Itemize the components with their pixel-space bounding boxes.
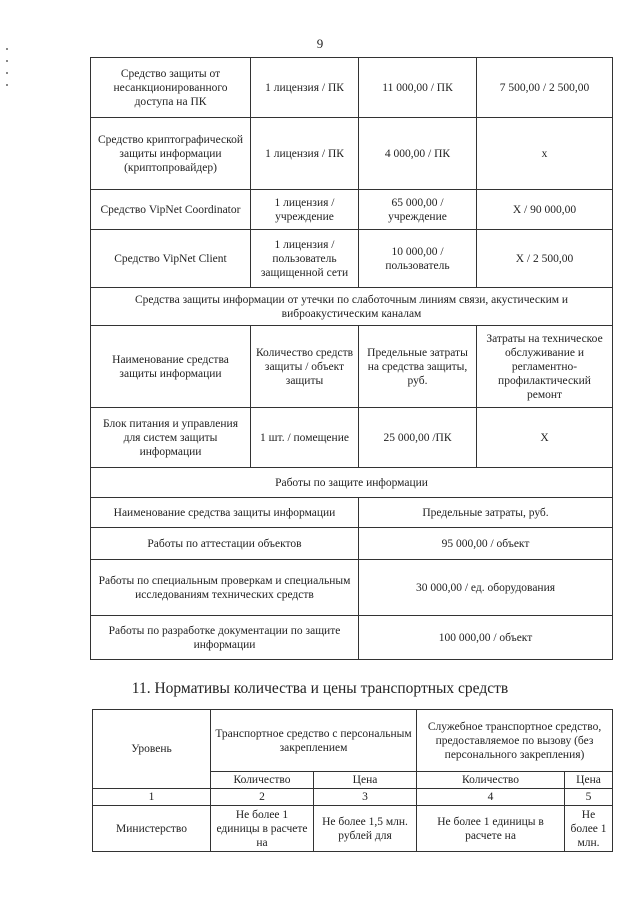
personal-quantity-cell: Не более 1 единицы в расчете на [211,806,314,852]
license-name: Средство VipNet Client [91,230,251,288]
work-cost: 30 000,00 / ед. оборудования [359,560,613,616]
column-number: 2 [211,789,314,806]
license-limit: 65 000,00 / учреждение [359,190,477,230]
works-section-title: Работы по защите информации [91,468,613,498]
leak-unit: 1 шт. / помещение [251,408,359,468]
protection-costs-table [90,57,613,660]
section-heading: 11. Нормативы количества и цены транспортных средств [131,680,509,697]
license-name: Средство защиты от несанкционированного доступа на ПК [91,58,251,118]
table-row [91,408,613,468]
table-row [91,190,613,230]
service-vehicle-header: Служебное транспортное средство, предоставляемое по вызову (без персонального закрепления) [417,710,613,772]
license-limit: 10 000,00 / пользователь [359,230,477,288]
table-row [91,528,613,560]
license-unit: 1 лицензия / ПК [251,118,359,190]
table-row [91,58,613,118]
column-header: Предельные затраты на средства защиты, руб. [359,326,477,408]
license-maintenance: х [477,118,613,190]
leak-maintenance: Х [477,408,613,468]
column-number: 5 [565,789,613,806]
column-header: Затраты на техническое обслуживание и регламентно-профилактический ремонт [477,326,613,408]
license-name: Средство VipNet Coordinator [91,190,251,230]
table-row [93,806,613,852]
column-number: 3 [314,789,417,806]
header-row [93,710,613,772]
license-maintenance: Х / 90 000,00 [477,190,613,230]
header-row [91,326,613,408]
level-cell: Министерство [93,806,211,852]
table-row [91,560,613,616]
margin-mark [6,84,8,86]
leak-section-title: Средства защиты информации от утечки по слаботочным линиям связи, акустическим и виброакустическим каналам [91,288,613,326]
table-row [91,616,613,660]
personal-vehicle-header: Транспортное средство с персональным закреплением [211,710,417,772]
sub-header: Цена [314,772,417,789]
license-maintenance: 7 500,00 / 2 500,00 [477,58,613,118]
license-unit: 1 лицензия / ПК [251,58,359,118]
table-row [91,118,613,190]
sub-header: Количество [417,772,565,789]
margin-mark [6,72,8,74]
column-header: Предельные затраты, руб. [359,498,613,528]
license-limit: 4 000,00 / ПК [359,118,477,190]
column-header: Наименование средства защиты информации [91,326,251,408]
column-number: 1 [93,789,211,806]
license-unit: 1 лицензия / пользователь защищенной сети [251,230,359,288]
license-unit: 1 лицензия / учреждение [251,190,359,230]
margin-mark [6,48,8,50]
margin-mark [6,60,8,62]
page-number: 9 [316,36,324,51]
header-row [91,498,613,528]
sub-header: Цена [565,772,613,789]
section-row [91,288,613,326]
service-quantity-cell: Не более 1 единицы в расчете на [417,806,565,852]
license-name: Средство криптографической защиты информации (криптопровайдер) [91,118,251,190]
license-maintenance: Х / 2 500,00 [477,230,613,288]
leak-limit: 25 000,00 /ПК [359,408,477,468]
work-name: Работы по специальным проверкам и специальным исследованиям технических средств [91,560,359,616]
personal-price-cell: Не более 1,5 млн. рублей для [314,806,417,852]
license-limit: 11 000,00 / ПК [359,58,477,118]
service-price-cell: Не более 1 млн. [565,806,613,852]
table-row [91,230,613,288]
leak-name: Блок питания и управления для систем защиты информации [91,408,251,468]
column-header: Наименование средства защиты информации [91,498,359,528]
vehicle-norms-table [92,709,613,852]
column-number-row [93,789,613,806]
work-cost: 95 000,00 / объект [359,528,613,560]
column-header: Количество средств защиты / объект защиты [251,326,359,408]
level-header: Уровень [93,710,211,789]
column-number: 4 [417,789,565,806]
sub-header: Количество [211,772,314,789]
section-row [91,468,613,498]
work-cost: 100 000,00 / объект [359,616,613,660]
work-name: Работы по аттестации объектов [91,528,359,560]
work-name: Работы по разработке документации по защите информации [91,616,359,660]
